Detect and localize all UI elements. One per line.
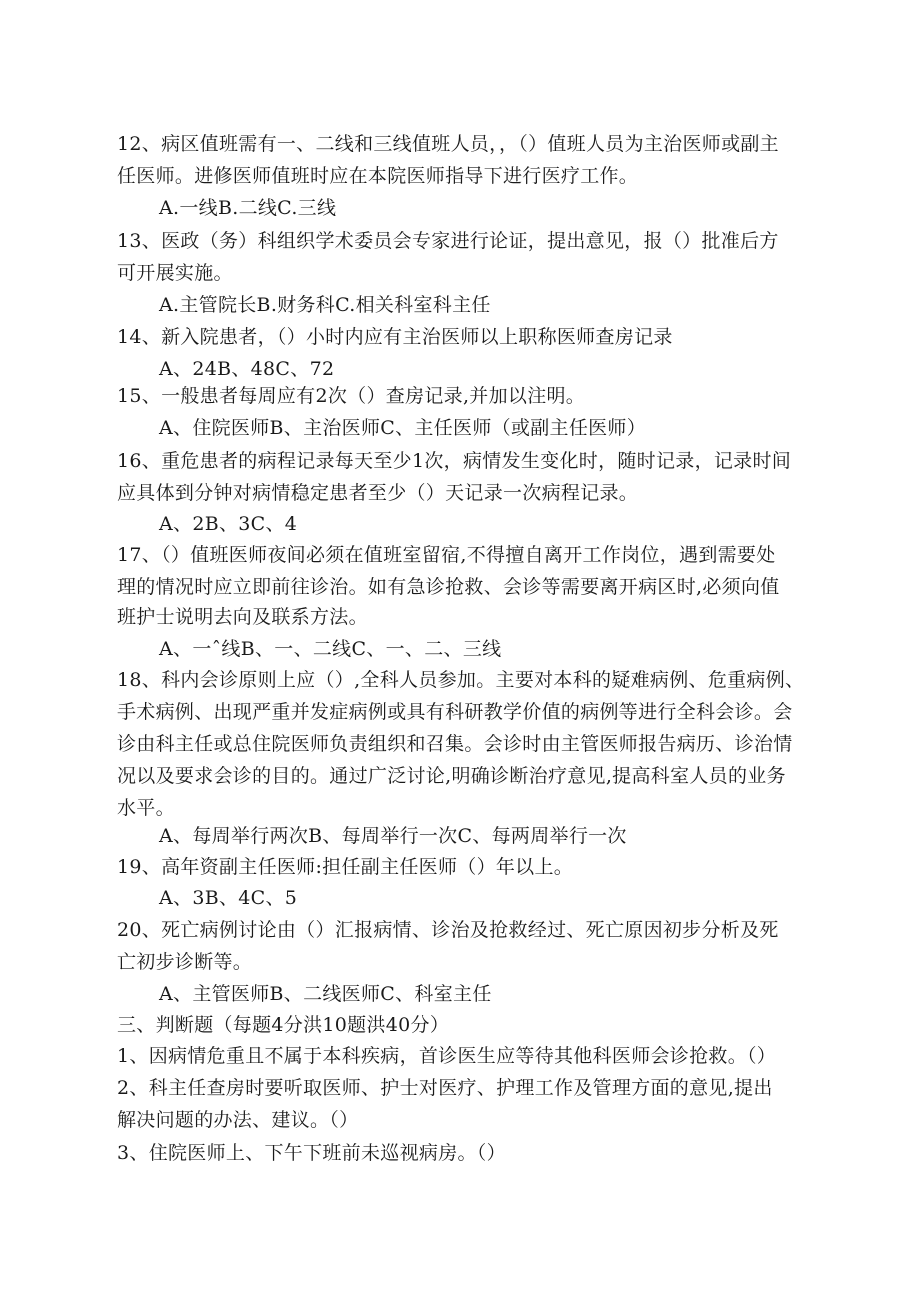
text-line: 理的情况时应立即前往诊治。如有急诊抢救、会诊等需要离开病区时,必须向值 bbox=[117, 576, 780, 598]
text-line: 15、一般患者每周应有2次（）查房记录,并加以注明。 bbox=[117, 385, 586, 407]
answer-options: A、每周举行两次B、每周举行一次C、每两周举行一次 bbox=[159, 825, 627, 847]
section-heading: 三、判断题（每题4分洪10题洪40分） bbox=[117, 1014, 450, 1036]
text-line: 可开展实施。 bbox=[117, 262, 233, 284]
answer-options: A、一ˆ线B、一、二线C、一、二、三线 bbox=[159, 638, 502, 660]
text-line: 17、（）值班医师夜间必须在值班室留宿,不得擅自离开工作岗位，遇到需要处 bbox=[117, 544, 776, 566]
text-line: 诊由科主任或总住院医师负责组织和召集。会诊时由主管医师报告病历、诊治情 bbox=[117, 733, 793, 755]
text-line: 18、科内会诊原则上应（）,全科人员参加。主要对本科的疑难病例、危重病例、 bbox=[117, 669, 805, 691]
text-line: 解决问题的办法、建议。（） bbox=[117, 1109, 359, 1131]
answer-options: A.一线B.二线C.三线 bbox=[159, 197, 337, 219]
text-line: 14、新入院患者，（）小时内应有主治医师以上职称医师查房记录 bbox=[117, 326, 673, 348]
text-line: 20、死亡病例讨论由（）汇报病情、诊治及抢救经过、死亡原因初步分析及死 bbox=[117, 919, 779, 941]
text-line: 亡初步诊断等。 bbox=[117, 951, 253, 973]
text-line: 手术病例、出现严重并发症病例或具有科研教学价值的病例等进行全科会诊。会 bbox=[117, 701, 793, 723]
answer-options: A、3B、4C、5 bbox=[159, 887, 298, 909]
text-line: 16、重危患者的病程记录每天至少1次，病情发生变化时，随时记录，记录时间 bbox=[117, 450, 792, 472]
text-line: 况以及要求会诊的目的。通过广泛讨论,明确诊断治疗意见,提高科室人员的业务 bbox=[117, 765, 786, 787]
text-line: 应具体到分钟对病情稳定患者至少（）天记录一次病程记录。 bbox=[117, 482, 639, 504]
answer-options: A、主管医师B、二线医师C、科室主任 bbox=[159, 983, 492, 1005]
text-line: 2、科主任查房时要听取医师、护士对医疗、护理工作及管理方面的意见,提出 bbox=[117, 1077, 773, 1099]
text-line: 19、高年资副主任医师:担任副主任医师（）年以上。 bbox=[117, 856, 574, 878]
answer-options: A、2B、3C、4 bbox=[159, 513, 298, 535]
text-line: 3、住院医师上、下午下班前未巡视病房。（） bbox=[117, 1142, 506, 1164]
answer-options: A.主管院长B.财务科C.相关科室科主任 bbox=[159, 294, 491, 316]
text-line: 1、因病情危重且不属于本科疾病，首诊医生应等待其他科医师会诊抢救。（） bbox=[117, 1045, 777, 1067]
answer-options: A、24B、48C、72 bbox=[159, 358, 335, 380]
answer-options: A、住院医师B、主治医师C、主任医师（或副主任医师） bbox=[159, 417, 647, 439]
text-line: 13、医政（务）科组织学术委员会专家进行论证，提出意见，报（）批准后方 bbox=[117, 230, 779, 252]
text-line: 班护士说明去向及联系方法。 bbox=[117, 606, 368, 628]
text-line: 任医师。进修医师值班时应在本院医师指导下进行医疗工作。 bbox=[117, 165, 639, 187]
text-line: 水平。 bbox=[117, 797, 175, 819]
text-line: 12、病区值班需有一、二线和三线值班人员，，（）值班人员为主治医师或副主 bbox=[117, 133, 779, 155]
